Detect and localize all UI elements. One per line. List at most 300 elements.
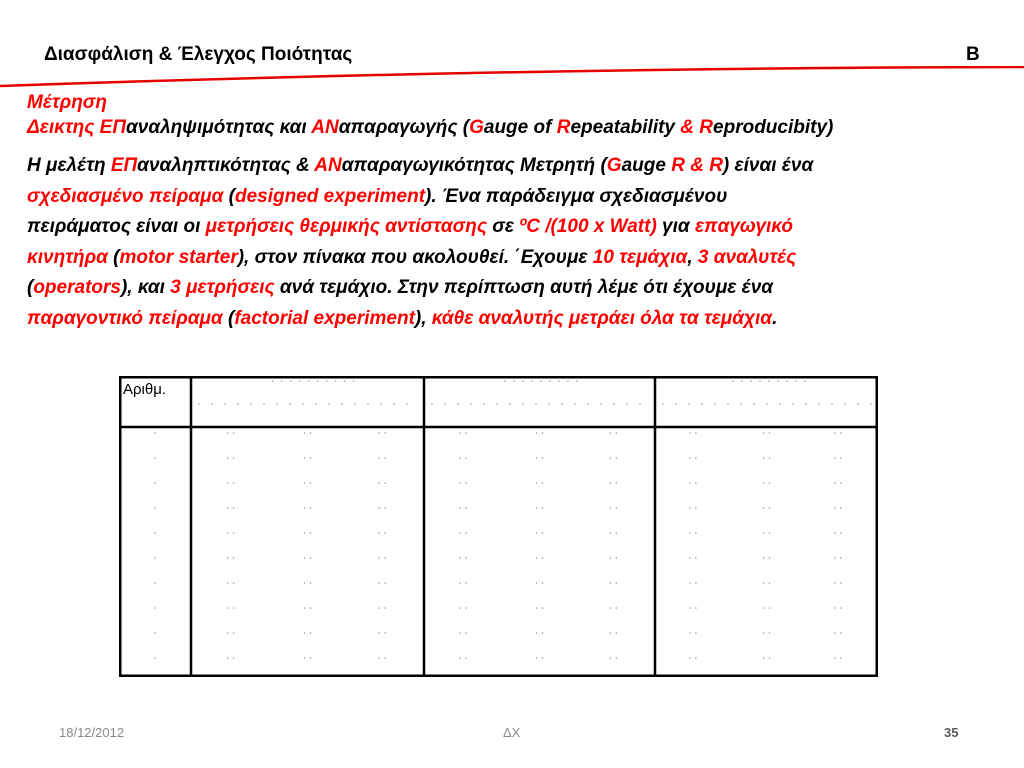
- text-run: ) είναι ένα: [722, 155, 814, 176]
- text-run: auge of: [483, 117, 557, 138]
- table-cell-dot: [466, 632, 468, 634]
- table-cell-dot: [689, 557, 691, 559]
- text-run: σε: [487, 216, 520, 237]
- table-cell-dot: [769, 532, 771, 534]
- table-cell-dot: [536, 457, 538, 459]
- text-run: (: [222, 307, 235, 329]
- table-cell-dot: [466, 607, 468, 609]
- slide-section-letter: Β: [966, 44, 980, 65]
- table-cell-dot: [227, 507, 229, 509]
- table-cell-dot: [840, 482, 842, 484]
- table-cell-dot: [227, 457, 229, 459]
- table-cell-dot: [378, 457, 380, 459]
- table-cell-dot: [460, 482, 462, 484]
- table-header-dot: [367, 403, 369, 405]
- table-cell-dot: [378, 657, 380, 659]
- table-cell-dot: [227, 432, 229, 434]
- table-header-dot: [714, 403, 716, 405]
- table-cell-dot: [460, 507, 462, 509]
- table-cell-dot: [384, 507, 386, 509]
- footer-date: 18/12/2012: [59, 725, 125, 740]
- table-header-dot: [768, 380, 770, 382]
- table-cell-dot: [840, 432, 842, 434]
- table-header-dot: [727, 403, 729, 405]
- table-cell-dot: [304, 582, 306, 584]
- table-header-dot: [613, 403, 615, 405]
- table-cell-dot: [378, 557, 380, 559]
- table-cell-dot: [689, 657, 691, 659]
- table-cell-dot: [689, 532, 691, 534]
- table-cell-dot: [695, 457, 697, 459]
- table-header-dot: [753, 403, 755, 405]
- paragraph-line: [27, 243, 1017, 274]
- table-header-dot: [224, 403, 226, 405]
- table-header-dot: [457, 403, 459, 405]
- table-cell-dot: [304, 532, 306, 534]
- text-run: αναληπτικότητας &: [137, 155, 315, 176]
- table-cell-dot: [840, 657, 842, 659]
- table-header-dot: [587, 403, 589, 405]
- table-cell-dot: [834, 482, 836, 484]
- table-cell-dot: [310, 557, 312, 559]
- table-cell-dot: [542, 557, 544, 559]
- table-cell-dot: [310, 532, 312, 534]
- table-cell-dot: [763, 482, 765, 484]
- table-header-dot: [531, 380, 533, 382]
- table-header-dot: [792, 403, 794, 405]
- table-header-dot: [740, 403, 742, 405]
- table-cell-dot: [460, 532, 462, 534]
- table-cell-dot: [769, 632, 771, 634]
- text-run: operators: [33, 277, 121, 298]
- table-header-dot: [558, 380, 560, 382]
- table-header-dot: [818, 403, 820, 405]
- table-header-dot: [315, 403, 317, 405]
- table-header-dot: [522, 380, 524, 382]
- table-cell-dot: [542, 482, 544, 484]
- table-header-dot: [795, 380, 797, 382]
- table-header-dot: [317, 380, 319, 382]
- table-header-dot: [406, 403, 408, 405]
- table-cell-dot: [616, 482, 618, 484]
- text-run: &: [680, 117, 695, 138]
- table-header-dot: [444, 403, 446, 405]
- table-outline: [119, 376, 878, 677]
- table-header-dot: [380, 403, 382, 405]
- table-header-dot: [281, 380, 283, 382]
- table-cell-dot: [233, 582, 235, 584]
- table-header-dot: [513, 380, 515, 382]
- table-cell-dot: [769, 657, 771, 659]
- table-cell-dot: [610, 507, 612, 509]
- table-header-dot: [509, 403, 511, 405]
- table-cell-dot: [769, 457, 771, 459]
- text-run: 3 αναλυτές: [697, 246, 797, 268]
- table-cell-dot: [460, 632, 462, 634]
- table-cell-dot: [227, 482, 229, 484]
- table-header-dot: [750, 380, 752, 382]
- table-cell-dot: [536, 657, 538, 659]
- table-cell-dot: [227, 582, 229, 584]
- table-cell-dot: [227, 607, 229, 609]
- text-run: G: [606, 155, 622, 176]
- table-cell-dot: [610, 632, 612, 634]
- table-cell-dot: [542, 432, 544, 434]
- table-cell-dot: [763, 657, 765, 659]
- table-cell-dot: [840, 632, 842, 634]
- table-cell-dot: [542, 607, 544, 609]
- table-cell-dot: [304, 557, 306, 559]
- table-cell-dot: [763, 582, 765, 584]
- table-cell-dot: [378, 532, 380, 534]
- table-header-dot: [335, 380, 337, 382]
- table-cell-dot: [466, 532, 468, 534]
- text-run: auge: [621, 155, 672, 176]
- table-cell-dot: [154, 632, 156, 634]
- table-cell-dot: [154, 457, 156, 459]
- table-cell-dot: [310, 432, 312, 434]
- table-cell-dot: [769, 482, 771, 484]
- table-header-dot: [354, 403, 356, 405]
- table-header-dot: [290, 380, 292, 382]
- table-cell-dot: [466, 482, 468, 484]
- table-header-dot: [567, 380, 569, 382]
- table-cell-dot: [763, 607, 765, 609]
- text-run: designed experiment: [234, 185, 426, 207]
- table-cell-dot: [384, 657, 386, 659]
- table-cell-dot: [384, 632, 386, 634]
- table-header-label: Αριθμ.: [123, 381, 167, 398]
- table-header-dot: [483, 403, 485, 405]
- table-cell-dot: [834, 632, 836, 634]
- table-cell-dot: [154, 557, 156, 559]
- table-cell-dot: [384, 582, 386, 584]
- table-cell-dot: [840, 607, 842, 609]
- text-run: R: [556, 117, 571, 138]
- table-cell-dot: [616, 632, 618, 634]
- table-cell-dot: [466, 557, 468, 559]
- table-header-dot: [786, 380, 788, 382]
- table-header-dot: [522, 403, 524, 405]
- table-cell-dot: [769, 557, 771, 559]
- text-run: R & R: [671, 155, 723, 176]
- paragraph-line: [27, 212, 1017, 243]
- table-header-dot: [272, 380, 274, 382]
- text-run: ΕΠ: [99, 117, 126, 138]
- table-cell-dot: [310, 607, 312, 609]
- table-border: [120, 377, 877, 676]
- text-run: παραγοντικό πείραμα: [27, 307, 223, 329]
- table-cell-dot: [378, 482, 380, 484]
- table-cell-dot: [304, 507, 306, 509]
- table-cell-dot: [616, 532, 618, 534]
- table-header-dot: [805, 403, 807, 405]
- text-run: μετρήσεις θερμικής αντίστασης: [205, 216, 487, 237]
- footer-center-text: ΔΧ: [503, 725, 521, 740]
- table-cell-dot: [840, 557, 842, 559]
- text-run: ανά τεμάχιο. Στην περίπτωση αυτή λέμε ότι έχουμε ένα: [274, 277, 774, 298]
- table-cell-dot: [834, 507, 836, 509]
- table-cell-dot: [542, 632, 544, 634]
- table-cell-dot: [616, 457, 618, 459]
- table-header-dot: [353, 380, 355, 382]
- table-cell-dot: [384, 532, 386, 534]
- text-run: κινητήρα: [27, 246, 108, 268]
- table-cell-dot: [610, 482, 612, 484]
- table-cell-dot: [460, 582, 462, 584]
- table-header-dot: [470, 403, 472, 405]
- table-cell-dot: [610, 532, 612, 534]
- table-cell-dot: [834, 557, 836, 559]
- table-cell-dot: [536, 607, 538, 609]
- table-cell-dot: [840, 457, 842, 459]
- table-header-dot: [328, 403, 330, 405]
- table-cell-dot: [466, 457, 468, 459]
- table-header-dot: [431, 403, 433, 405]
- table-cell-dot: [834, 457, 836, 459]
- table-header-dot: [766, 403, 768, 405]
- table-cell-dot: [840, 582, 842, 584]
- table-cell-dot: [466, 432, 468, 434]
- table-cell-dot: [460, 432, 462, 434]
- slide-header-title: Διασφάλιση & Έλεγχος Ποιότητας: [44, 44, 353, 65]
- table-cell-dot: [233, 607, 235, 609]
- table-cell-dot: [610, 657, 612, 659]
- table-header-dot: [211, 403, 213, 405]
- text-run: απαραγωγικότητας Μετρητή (: [341, 155, 607, 176]
- table-cell-dot: [610, 457, 612, 459]
- table-cell-dot: [304, 657, 306, 659]
- table-header-dot: [701, 403, 703, 405]
- table-cell-dot: [460, 607, 462, 609]
- table-cell-dot: [840, 507, 842, 509]
- text-run: ΑΝ: [311, 117, 339, 138]
- table-cell-dot: [763, 557, 765, 559]
- slide-content: [27, 90, 1017, 334]
- text-run: G: [469, 117, 484, 138]
- table-header-dot: [870, 403, 872, 405]
- table-cell-dot: [689, 632, 691, 634]
- table-cell-dot: [466, 507, 468, 509]
- table-cell-dot: [378, 432, 380, 434]
- text-run: R: [699, 117, 714, 138]
- table-cell-dot: [154, 482, 156, 484]
- text-run: ),: [414, 307, 432, 329]
- table-cell-dot: [695, 557, 697, 559]
- table-cell-dot: [616, 607, 618, 609]
- table-header-dot: [237, 403, 239, 405]
- text-run: αναληψιμότητας και: [125, 117, 312, 138]
- table-cell-dot: [834, 657, 836, 659]
- table-cell-dot: [378, 632, 380, 634]
- table-header-dot: [540, 380, 542, 382]
- table-header-dot: [263, 403, 265, 405]
- table-cell-dot: [834, 607, 836, 609]
- table-cell-dot: [154, 607, 156, 609]
- text-run: motor starter: [119, 246, 238, 268]
- table-cell-dot: [689, 607, 691, 609]
- table-cell-dot: [610, 432, 612, 434]
- table-header-dot: [299, 380, 301, 382]
- table-cell-dot: [466, 657, 468, 659]
- table-cell-dot: [840, 532, 842, 534]
- table-header-dot: [393, 403, 395, 405]
- text-run: ,: [687, 246, 698, 268]
- text-run: (: [223, 185, 235, 207]
- table-cell-dot: [834, 532, 836, 534]
- table-cell-dot: [695, 532, 697, 534]
- table-cell-dot: [763, 632, 765, 634]
- table-cell-dot: [227, 532, 229, 534]
- table-cell-dot: [536, 557, 538, 559]
- table-cell-dot: [460, 557, 462, 559]
- table-cell-dot: [227, 632, 229, 634]
- table-header-dot: [276, 403, 278, 405]
- table-cell-dot: [154, 582, 156, 584]
- text-run: σχεδιασμένο πείραμα: [27, 185, 224, 207]
- table-header-dot: [759, 380, 761, 382]
- table-cell-dot: [154, 432, 156, 434]
- table-header-dot: [576, 380, 578, 382]
- header-red-rule-line: [0, 67, 1024, 86]
- table-cell-dot: [233, 457, 235, 459]
- table-cell-dot: [769, 507, 771, 509]
- table-header-dot: [302, 403, 304, 405]
- table-cell-dot: [616, 432, 618, 434]
- text-run: (: [107, 246, 120, 268]
- paragraph-line: [27, 304, 1017, 335]
- table-cell-dot: [310, 657, 312, 659]
- table-cell-dot: [304, 457, 306, 459]
- table-cell-dot: [542, 507, 544, 509]
- table-header-dot: [675, 403, 677, 405]
- table-cell-dot: [834, 432, 836, 434]
- text-run: κάθε αναλυτής μετράει όλα τα τεμάχια: [431, 307, 773, 329]
- text-run: επαγωγικό: [694, 216, 793, 237]
- table-header-dot: [289, 403, 291, 405]
- table-cell-dot: [304, 432, 306, 434]
- table-cell-dot: [378, 507, 380, 509]
- table-header-dot: [308, 380, 310, 382]
- table-cell-dot: [310, 507, 312, 509]
- table-cell-dot: [227, 657, 229, 659]
- table-header-dot: [561, 403, 563, 405]
- table-header-dot: [341, 403, 343, 405]
- table-cell-dot: [610, 607, 612, 609]
- table-cell-dot: [154, 657, 156, 659]
- table-cell-dot: [384, 457, 386, 459]
- paragraph-line: [27, 182, 1017, 213]
- table-cell-dot: [689, 482, 691, 484]
- text-run: (: [27, 277, 34, 298]
- table-header-dot: [688, 403, 690, 405]
- table-cell-dot: [616, 557, 618, 559]
- table-header-dot: [548, 403, 550, 405]
- paragraph-line: [27, 273, 1017, 304]
- content-subheading: [27, 115, 1017, 140]
- table-cell-dot: [536, 432, 538, 434]
- text-run: ΑΝ: [314, 155, 342, 176]
- text-run: απαραγωγής (: [338, 117, 470, 138]
- table-cell-dot: [763, 507, 765, 509]
- table-cell-dot: [310, 482, 312, 484]
- table-header-dot: [844, 403, 846, 405]
- table-cell-dot: [304, 632, 306, 634]
- table-cell-dot: [536, 532, 538, 534]
- text-run: ), στον πίνακα που ακολουθεί. ΄Εχουμε: [237, 246, 593, 268]
- table-cell-dot: [233, 632, 235, 634]
- table-cell-dot: [233, 507, 235, 509]
- table-cell-dot: [233, 532, 235, 534]
- table-header-dot: [741, 380, 743, 382]
- table-header-dot: [549, 380, 551, 382]
- table-cell-dot: [769, 432, 771, 434]
- footer-page-number: 35: [944, 725, 959, 740]
- table-cell-dot: [536, 632, 538, 634]
- table-cell-dot: [695, 607, 697, 609]
- table-cell-dot: [689, 507, 691, 509]
- table-cell-dot: [616, 582, 618, 584]
- table-cell-dot: [695, 657, 697, 659]
- text-run: epeatability: [570, 117, 681, 138]
- table-cell-dot: [304, 607, 306, 609]
- table-cell-dot: [695, 432, 697, 434]
- table-cell-dot: [695, 482, 697, 484]
- table-cell-dot: [378, 582, 380, 584]
- table-cell-dot: [763, 432, 765, 434]
- text-run: για: [656, 216, 695, 237]
- table-header-dot: [504, 380, 506, 382]
- table-header-dot: [600, 403, 602, 405]
- table-header-dot: [250, 403, 252, 405]
- table-cell-dot: [233, 557, 235, 559]
- table-cell-dot: [378, 607, 380, 609]
- table-cell-dot: [695, 632, 697, 634]
- text-run: 10 τεμάχια: [592, 246, 688, 268]
- table-header-dot: [574, 403, 576, 405]
- table-cell-dot: [689, 582, 691, 584]
- header-red-rule: [0, 66, 1024, 90]
- table-cell-dot: [233, 432, 235, 434]
- table-cell-dot: [384, 482, 386, 484]
- table-cell-dot: [233, 657, 235, 659]
- table-cell-dot: [227, 557, 229, 559]
- table-cell-dot: [763, 457, 765, 459]
- table-cell-dot: [542, 582, 544, 584]
- table-header-dot: [732, 380, 734, 382]
- table-cell-dot: [695, 582, 697, 584]
- text-run: factorial experiment: [234, 307, 415, 329]
- text-run: .: [772, 307, 778, 329]
- text-run: Δεικτης: [27, 117, 100, 138]
- table-cell-dot: [310, 632, 312, 634]
- table-cell-dot: [542, 657, 544, 659]
- table-cell-dot: [689, 432, 691, 434]
- table-cell-dot: [466, 582, 468, 584]
- table-header-dot: [857, 403, 859, 405]
- table-cell-dot: [154, 507, 156, 509]
- text-run: ), και: [120, 277, 171, 298]
- table-header-dot: [326, 380, 328, 382]
- table-cell-dot: [154, 532, 156, 534]
- table-header-dot: [662, 403, 664, 405]
- table-cell-dot: [536, 507, 538, 509]
- text-run: ºC /(100 x Watt): [519, 216, 657, 237]
- table-cell-dot: [310, 457, 312, 459]
- table-cell-dot: [536, 482, 538, 484]
- table-cell-dot: [610, 557, 612, 559]
- text-run: Η μελέτη: [27, 155, 111, 176]
